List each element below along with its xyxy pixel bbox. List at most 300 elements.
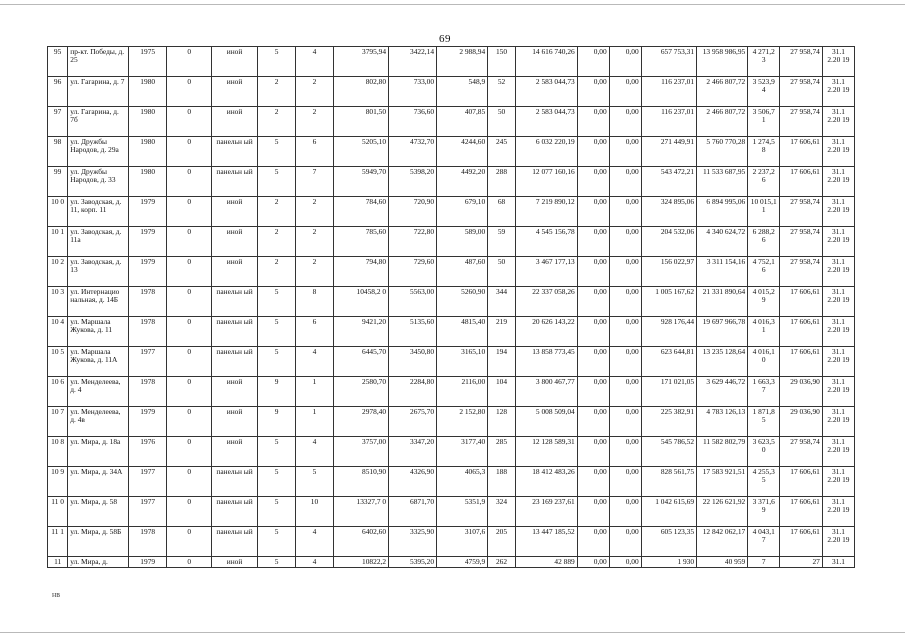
cell-total-area: 5205,10 [333, 137, 388, 167]
cell-living-area: 3325,90 [389, 527, 437, 557]
cell-residents: 194 [488, 347, 516, 377]
cell-total-area: 6402,60 [333, 527, 388, 557]
cell-cost-other: 2 466 807,72 [697, 77, 748, 107]
cell-floors: 5 [257, 437, 295, 467]
cell-residents: 128 [488, 407, 516, 437]
cell-year-built: 1980 [129, 167, 167, 197]
cell-entrances: 2 [296, 227, 333, 257]
page-number: 69 [439, 33, 451, 45]
cell-year-built: 1979 [129, 407, 167, 437]
cell-deadline: 31.1 2.20 19 [822, 77, 854, 107]
cell-cost-municipal: 0,00 [609, 527, 641, 557]
table-row [48, 167, 855, 197]
cell-total-cost: 42 889 [515, 557, 577, 568]
cell-unit-cost: 3 506,7 1 [748, 107, 780, 137]
table-row [48, 227, 855, 257]
cell-total-area: 5949,70 [333, 167, 388, 197]
cell-wall-material: иной [212, 257, 258, 287]
cell-address: ул. Маршала Жукова, д. 11А [68, 347, 129, 377]
cell-entrances: 4 [296, 527, 333, 557]
cell-year-wear: 0 [167, 107, 212, 137]
cell-entrances: 2 [296, 197, 333, 227]
cell-cost-other: 21 331 890,64 [697, 287, 748, 317]
cell-private-area: 3107,6 [437, 527, 488, 557]
cell-total-cost: 23 169 237,61 [515, 497, 577, 527]
cell-residents: 50 [488, 107, 516, 137]
cell-floors: 2 [257, 197, 295, 227]
cell-cost-other: 5 760 770,28 [697, 137, 748, 167]
cell-cost-regional: 0,00 [577, 227, 609, 257]
cell-deadline: 31.1 2.20 19 [822, 227, 854, 257]
cell-unit-cost: 7 [748, 557, 780, 568]
cell-year-built: 1980 [129, 77, 167, 107]
cell-cost-regional: 0,00 [577, 107, 609, 137]
cell-wall-material: панельн ый [212, 467, 258, 497]
cell-living-area: 2675,70 [389, 407, 437, 437]
cell-residents: 59 [488, 227, 516, 257]
cell-year-built: 1978 [129, 527, 167, 557]
cell-address: ул. Менделеева, д. 4 [68, 377, 129, 407]
cell-cost-municipal: 0,00 [609, 347, 641, 377]
cell-address: ул. Маршала Жукова, д. 11 [68, 317, 129, 347]
cell-deadline: 31.1 2.20 19 [822, 437, 854, 467]
cell-cost-regional: 0,00 [577, 437, 609, 467]
cell-year-wear: 0 [167, 407, 212, 437]
cell-address: ул. Гагарина, д. 7 [68, 77, 129, 107]
cell-residents: 68 [488, 197, 516, 227]
cell-year-built: 1979 [129, 227, 167, 257]
cell-year-built: 1978 [129, 317, 167, 347]
cell-wall-material: панельн ый [212, 527, 258, 557]
cell-wall-material: иной [212, 107, 258, 137]
cell-year-built: 1979 [129, 257, 167, 287]
cell-year-wear: 0 [167, 347, 212, 377]
cell-row-number: 10 9 [48, 467, 68, 497]
scan-top-edge [0, 4, 905, 5]
cell-cost-owners: 1 042 615,69 [641, 497, 696, 527]
cell-row-number: 10 0 [48, 197, 68, 227]
cell-cost-municipal: 0,00 [609, 137, 641, 167]
cell-max-unit-cost: 17 606,61 [780, 497, 823, 527]
cell-cost-regional: 0,00 [577, 167, 609, 197]
cell-floors: 5 [257, 167, 295, 197]
cell-address: ул. Интернацио нальная, д. 14Б [68, 287, 129, 317]
cell-cost-municipal: 0,00 [609, 77, 641, 107]
cell-unit-cost: 4 043,1 7 [748, 527, 780, 557]
cell-unit-cost: 4 255,3 5 [748, 467, 780, 497]
cell-row-number: 11 1 [48, 527, 68, 557]
cell-cost-regional: 0,00 [577, 47, 609, 77]
cell-entrances: 1 [296, 407, 333, 437]
cell-max-unit-cost: 17 606,61 [780, 317, 823, 347]
cell-deadline: 31.1 2.20 19 [822, 317, 854, 347]
cell-living-area: 6871,70 [389, 497, 437, 527]
cell-cost-municipal: 0,00 [609, 227, 641, 257]
cell-unit-cost: 4 752,1 6 [748, 257, 780, 287]
cell-cost-other: 4 340 624,72 [697, 227, 748, 257]
cell-address: ул. Дружбы Народов, д. 29а [68, 137, 129, 167]
cell-total-cost: 3 800 467,77 [515, 377, 577, 407]
cell-living-area: 3450,80 [389, 347, 437, 377]
footer-mark: нв [52, 590, 61, 599]
cell-cost-owners: 116 237,01 [641, 107, 696, 137]
cell-address: ул. Дружбы Народов, д. 33 [68, 167, 129, 197]
cell-max-unit-cost: 17 606,61 [780, 347, 823, 377]
cell-year-built: 1978 [129, 377, 167, 407]
cell-cost-regional: 0,00 [577, 527, 609, 557]
cell-entrances: 1 [296, 377, 333, 407]
cell-private-area: 2 152,80 [437, 407, 488, 437]
cell-floors: 2 [257, 227, 295, 257]
cell-residents: 188 [488, 467, 516, 497]
cell-entrances: 10 [296, 497, 333, 527]
cell-max-unit-cost: 17 606,61 [780, 467, 823, 497]
cell-private-area: 4759,9 [437, 557, 488, 568]
cell-year-wear: 0 [167, 377, 212, 407]
cell-cost-other: 22 126 621,92 [697, 497, 748, 527]
cell-max-unit-cost: 27 958,74 [780, 47, 823, 77]
cell-residents: 262 [488, 557, 516, 568]
cell-entrances: 6 [296, 317, 333, 347]
table-row [48, 137, 855, 167]
cell-address: ул. Заводская, д. 11, корп. 11 [68, 197, 129, 227]
cell-wall-material: иной [212, 557, 258, 568]
table-row [48, 467, 855, 497]
cell-unit-cost: 4 016,3 1 [748, 317, 780, 347]
cell-deadline: 31.1 2.20 19 [822, 287, 854, 317]
cell-residents: 52 [488, 77, 516, 107]
cell-cost-other: 4 783 126,13 [697, 407, 748, 437]
cell-address: пр-кт. Победы, д. 25 [68, 47, 129, 77]
cell-residents: 150 [488, 47, 516, 77]
cell-residents: 324 [488, 497, 516, 527]
cell-address: ул. Мира, д. 58Б [68, 527, 129, 557]
cell-year-built: 1980 [129, 107, 167, 137]
cell-private-area: 679,10 [437, 197, 488, 227]
cell-wall-material: панельн ый [212, 167, 258, 197]
cell-year-built: 1980 [129, 137, 167, 167]
cell-floors: 5 [257, 527, 295, 557]
cell-max-unit-cost: 27 958,74 [780, 107, 823, 137]
cell-living-area: 5563,00 [389, 287, 437, 317]
cell-total-area: 13327,7 0 [333, 497, 388, 527]
cell-total-cost: 4 545 156,78 [515, 227, 577, 257]
cell-wall-material: иной [212, 197, 258, 227]
cell-deadline: 31.1 2.20 19 [822, 527, 854, 557]
cell-year-wear: 0 [167, 227, 212, 257]
cell-living-area: 4326,90 [389, 467, 437, 497]
cell-unit-cost: 4 016,1 0 [748, 347, 780, 377]
cell-total-cost: 14 616 740,26 [515, 47, 577, 77]
cell-row-number: 96 [48, 77, 68, 107]
cell-address: ул. Заводская, д. 13 [68, 257, 129, 287]
cell-entrances: 4 [296, 437, 333, 467]
cell-cost-other: 11 582 802,79 [697, 437, 748, 467]
cell-entrances: 8 [296, 287, 333, 317]
cell-deadline: 31.1 2.20 19 [822, 347, 854, 377]
cell-entrances: 6 [296, 137, 333, 167]
cell-total-cost: 6 032 220,19 [515, 137, 577, 167]
cell-cost-municipal: 0,00 [609, 197, 641, 227]
cell-max-unit-cost: 17 606,61 [780, 167, 823, 197]
cell-address: ул. Мира, д. 58 [68, 497, 129, 527]
cell-deadline: 31.1 2.20 19 [822, 197, 854, 227]
cell-row-number: 10 2 [48, 257, 68, 287]
cell-unit-cost: 6 288,2 6 [748, 227, 780, 257]
cell-floors: 5 [257, 497, 295, 527]
table-row [48, 257, 855, 287]
cell-deadline: 31.1 2.20 19 [822, 47, 854, 77]
cell-row-number: 10 3 [48, 287, 68, 317]
cell-cost-owners: 1 005 167,62 [641, 287, 696, 317]
cell-living-area: 3347,20 [389, 437, 437, 467]
cell-year-built: 1978 [129, 287, 167, 317]
cell-year-built: 1976 [129, 437, 167, 467]
cell-entrances: 7 [296, 167, 333, 197]
cell-residents: 219 [488, 317, 516, 347]
cell-wall-material: иной [212, 407, 258, 437]
cell-max-unit-cost: 17 606,61 [780, 287, 823, 317]
table-row [48, 347, 855, 377]
cell-cost-regional: 0,00 [577, 347, 609, 377]
cell-cost-regional: 0,00 [577, 197, 609, 227]
cell-floors: 5 [257, 317, 295, 347]
cell-private-area: 2 988,94 [437, 47, 488, 77]
cell-living-area: 5395,20 [389, 557, 437, 568]
cell-private-area: 2116,00 [437, 377, 488, 407]
cell-total-cost: 2 583 044,73 [515, 77, 577, 107]
cell-address: ул. Гагарина, д. 7б [68, 107, 129, 137]
cell-total-area: 9421,20 [333, 317, 388, 347]
cell-cost-owners: 116 237,01 [641, 77, 696, 107]
cell-entrances: 2 [296, 77, 333, 107]
cell-deadline: 31.1 2.20 19 [822, 167, 854, 197]
cell-cost-other: 3 629 446,72 [697, 377, 748, 407]
cell-living-area: 3422,14 [389, 47, 437, 77]
cell-total-area: 3795,94 [333, 47, 388, 77]
cell-total-area: 801,50 [333, 107, 388, 137]
cell-year-wear: 0 [167, 47, 212, 77]
table-row [48, 197, 855, 227]
cell-cost-regional: 0,00 [577, 557, 609, 568]
cell-cost-owners: 623 644,81 [641, 347, 696, 377]
cell-wall-material: панельн ый [212, 347, 258, 377]
cell-wall-material: иной [212, 437, 258, 467]
cell-cost-owners: 1 930 [641, 557, 696, 568]
registry-table [47, 46, 855, 568]
cell-max-unit-cost: 27 958,74 [780, 437, 823, 467]
cell-max-unit-cost: 27 958,74 [780, 257, 823, 287]
cell-cost-municipal: 0,00 [609, 377, 641, 407]
cell-year-built: 1979 [129, 557, 167, 568]
cell-cost-owners: 543 472,21 [641, 167, 696, 197]
cell-cost-other: 19 697 966,78 [697, 317, 748, 347]
cell-year-wear: 0 [167, 317, 212, 347]
cell-residents: 285 [488, 437, 516, 467]
cell-deadline: 31.1 2.20 19 [822, 497, 854, 527]
table-row [48, 47, 855, 77]
cell-year-wear: 0 [167, 257, 212, 287]
cell-unit-cost: 10 015,1 1 [748, 197, 780, 227]
cell-entrances: 2 [296, 107, 333, 137]
cell-floors: 5 [257, 47, 295, 77]
cell-year-built: 1977 [129, 467, 167, 497]
cell-row-number: 10 1 [48, 227, 68, 257]
cell-row-number: 98 [48, 137, 68, 167]
cell-floors: 2 [257, 77, 295, 107]
cell-cost-owners: 324 895,06 [641, 197, 696, 227]
cell-cost-owners: 545 786,52 [641, 437, 696, 467]
cell-total-area: 785,60 [333, 227, 388, 257]
cell-max-unit-cost: 27 [780, 557, 823, 568]
cell-floors: 5 [257, 467, 295, 497]
cell-total-area: 784,60 [333, 197, 388, 227]
registry-rows [48, 47, 855, 568]
cell-total-area: 2580,70 [333, 377, 388, 407]
cell-cost-other: 11 533 687,95 [697, 167, 748, 197]
cell-year-wear: 0 [167, 137, 212, 167]
cell-living-area: 722,80 [389, 227, 437, 257]
cell-max-unit-cost: 27 958,74 [780, 227, 823, 257]
cell-year-wear: 0 [167, 77, 212, 107]
cell-year-built: 1977 [129, 497, 167, 527]
cell-cost-owners: 657 753,31 [641, 47, 696, 77]
cell-wall-material: иной [212, 77, 258, 107]
cell-living-area: 5135,60 [389, 317, 437, 347]
cell-year-wear: 0 [167, 287, 212, 317]
cell-address: ул. Мира, д. 18а [68, 437, 129, 467]
cell-cost-municipal: 0,00 [609, 167, 641, 197]
cell-private-area: 4065,3 [437, 467, 488, 497]
cell-private-area: 4815,40 [437, 317, 488, 347]
scan-bottom-edge [0, 632, 905, 633]
cell-private-area: 589,00 [437, 227, 488, 257]
cell-cost-owners: 156 022,97 [641, 257, 696, 287]
cell-floors: 2 [257, 107, 295, 137]
cell-row-number: 10 6 [48, 377, 68, 407]
cell-year-built: 1977 [129, 347, 167, 377]
cell-row-number: 99 [48, 167, 68, 197]
cell-row-number: 10 7 [48, 407, 68, 437]
cell-unit-cost: 1 871,8 5 [748, 407, 780, 437]
cell-deadline: 31.1 2.20 19 [822, 257, 854, 287]
cell-cost-regional: 0,00 [577, 467, 609, 497]
cell-cost-municipal: 0,00 [609, 257, 641, 287]
cell-living-area: 733,00 [389, 77, 437, 107]
cell-deadline: 31.1 2.20 19 [822, 407, 854, 437]
cell-cost-owners: 605 123,35 [641, 527, 696, 557]
cell-total-area: 8510,90 [333, 467, 388, 497]
cell-total-cost: 12 077 160,16 [515, 167, 577, 197]
cell-floors: 5 [257, 347, 295, 377]
cell-max-unit-cost: 17 606,61 [780, 527, 823, 557]
cell-cost-regional: 0,00 [577, 257, 609, 287]
cell-unit-cost: 2 237,2 6 [748, 167, 780, 197]
cell-private-area: 548,9 [437, 77, 488, 107]
cell-cost-owners: 204 532,06 [641, 227, 696, 257]
cell-cost-other: 3 311 154,16 [697, 257, 748, 287]
cell-max-unit-cost: 27 958,74 [780, 77, 823, 107]
cell-residents: 245 [488, 137, 516, 167]
table-row [48, 437, 855, 467]
cell-year-wear: 0 [167, 527, 212, 557]
cell-cost-other: 17 583 921,51 [697, 467, 748, 497]
cell-cost-municipal: 0,00 [609, 317, 641, 347]
cell-total-area: 2978,40 [333, 407, 388, 437]
cell-total-cost: 22 337 058,26 [515, 287, 577, 317]
cell-private-area: 3177,40 [437, 437, 488, 467]
cell-unit-cost: 4 015,2 9 [748, 287, 780, 317]
cell-wall-material: панельн ый [212, 317, 258, 347]
cell-floors: 9 [257, 407, 295, 437]
cell-year-built: 1979 [129, 197, 167, 227]
cell-cost-regional: 0,00 [577, 287, 609, 317]
cell-unit-cost: 4 271,2 3 [748, 47, 780, 77]
cell-row-number: 11 [48, 557, 68, 568]
cell-total-area: 6445,70 [333, 347, 388, 377]
cell-total-cost: 13 858 773,45 [515, 347, 577, 377]
cell-row-number: 11 0 [48, 497, 68, 527]
cell-floors: 5 [257, 137, 295, 167]
cell-deadline: 31.1 2.20 19 [822, 377, 854, 407]
cell-residents: 344 [488, 287, 516, 317]
cell-living-area: 729,60 [389, 257, 437, 287]
table-row [48, 317, 855, 347]
cell-cost-regional: 0,00 [577, 497, 609, 527]
cell-residents: 50 [488, 257, 516, 287]
cell-cost-other: 40 959 [697, 557, 748, 568]
cell-living-area: 2284,80 [389, 377, 437, 407]
cell-floors: 5 [257, 557, 295, 568]
cell-wall-material: иной [212, 47, 258, 77]
cell-total-cost: 12 128 589,31 [515, 437, 577, 467]
cell-year-wear: 0 [167, 467, 212, 497]
cell-cost-owners: 928 176,44 [641, 317, 696, 347]
cell-deadline: 31.1 [822, 557, 854, 568]
cell-total-cost: 7 219 890,12 [515, 197, 577, 227]
cell-year-wear: 0 [167, 557, 212, 568]
cell-cost-municipal: 0,00 [609, 107, 641, 137]
cell-entrances: 4 [296, 557, 333, 568]
cell-unit-cost: 3 523,9 4 [748, 77, 780, 107]
cell-floors: 9 [257, 377, 295, 407]
cell-cost-other: 2 466 807,72 [697, 107, 748, 137]
cell-deadline: 31.1 2.20 19 [822, 137, 854, 167]
cell-cost-regional: 0,00 [577, 377, 609, 407]
cell-max-unit-cost: 17 606,61 [780, 137, 823, 167]
cell-residents: 288 [488, 167, 516, 197]
cell-entrances: 5 [296, 467, 333, 497]
cell-cost-owners: 828 561,75 [641, 467, 696, 497]
cell-residents: 104 [488, 377, 516, 407]
cell-private-area: 3165,10 [437, 347, 488, 377]
cell-private-area: 5351,9 [437, 497, 488, 527]
cell-year-wear: 0 [167, 497, 212, 527]
cell-cost-owners: 271 449,91 [641, 137, 696, 167]
cell-cost-municipal: 0,00 [609, 287, 641, 317]
cell-cost-other: 12 842 062,17 [697, 527, 748, 557]
cell-cost-owners: 171 021,05 [641, 377, 696, 407]
cell-max-unit-cost: 27 958,74 [780, 197, 823, 227]
cell-entrances: 2 [296, 257, 333, 287]
table-row [48, 377, 855, 407]
cell-floors: 5 [257, 287, 295, 317]
cell-living-area: 736,60 [389, 107, 437, 137]
cell-living-area: 4732,70 [389, 137, 437, 167]
cell-total-cost: 5 008 509,04 [515, 407, 577, 437]
cell-cost-owners: 225 382,91 [641, 407, 696, 437]
table-row [48, 497, 855, 527]
